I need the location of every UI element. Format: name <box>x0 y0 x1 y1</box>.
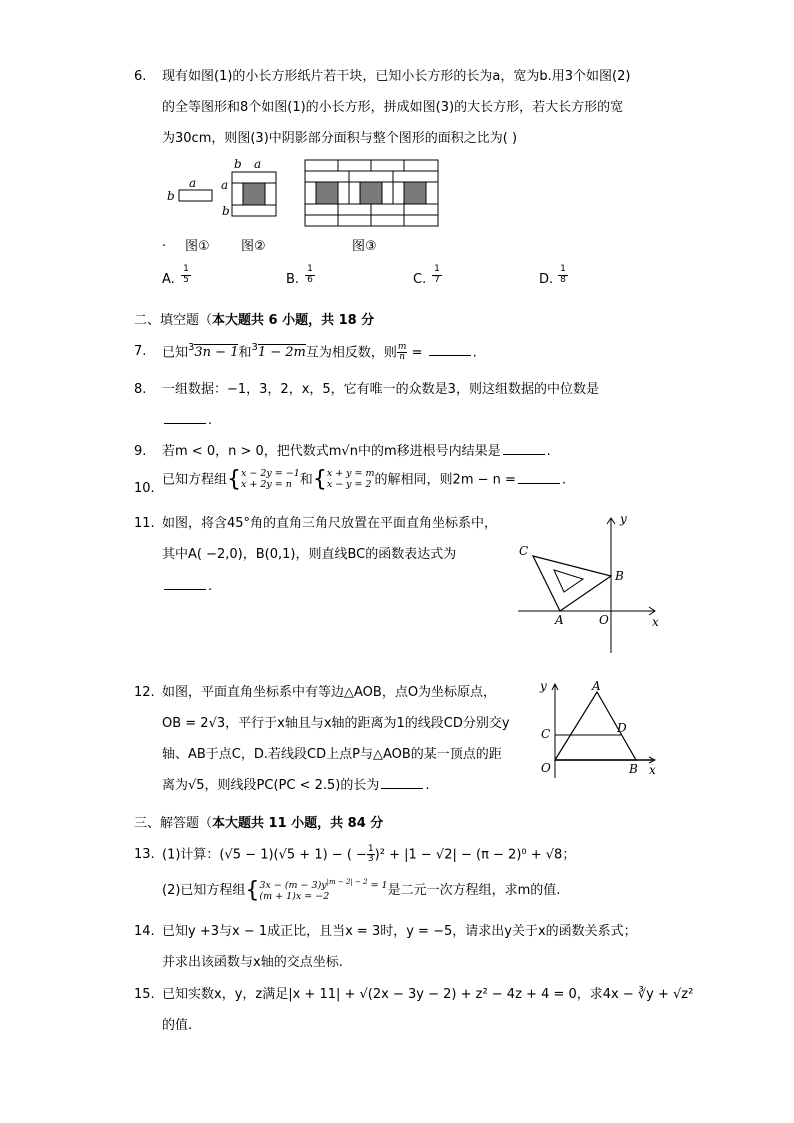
q12-figure <box>535 678 665 783</box>
q7-radicand1: 3n − 1 <box>194 345 239 361</box>
q9-end: . <box>546 444 551 459</box>
q9-text: 若m < 0，n > 0，把代数式m√n中的m移进根号内结果是 <box>162 444 501 459</box>
section3-title-body: 本大题共 11 小题，共 84 分 <box>212 816 384 831</box>
q8-answer-blank[interactable] <box>164 422 206 424</box>
q6-caption-fig3: 图③ <box>352 239 377 254</box>
q6-option-b-label: B. <box>286 272 300 287</box>
q10-number: 10. <box>134 481 155 496</box>
q11-triangle-inner <box>554 570 583 592</box>
q6-option-a-label: A. <box>162 272 175 287</box>
q10-system2: x + y = m x − y = 2 <box>326 468 375 490</box>
q14-line1: 已知y +3与x − 1成正比，且当x = 3时，y = −5，请求出y关于x的函数关系式； <box>162 924 637 939</box>
q10-mid: 和 <box>299 472 313 488</box>
q6-figure-3 <box>305 160 438 226</box>
q13-line1-part2: )² + |1 − √2| − (π − 2)⁰ + √8； <box>374 847 576 863</box>
q10-answer-blank[interactable] <box>518 482 560 484</box>
q7-pre: 已知 <box>162 345 189 361</box>
q11-label-b: B <box>615 569 624 583</box>
section2-title-body: 本大题共 6 小题，共 18 分 <box>212 313 375 328</box>
q12-line3: 轴、AB于点C，D.若线段CD上点P与△AOB的某一顶点的距 <box>162 747 502 762</box>
q7-radicand2: 1 − 2m <box>257 345 306 361</box>
q12-label-d: D <box>617 721 627 735</box>
q6-fig2-a-left: a <box>221 178 229 192</box>
q6-fig1-b: b <box>167 189 175 203</box>
q13-line2-post: 是二元一次方程组，求m的值. <box>387 883 561 898</box>
q12-line2: OB = 2√3，平行于x轴且与x轴的距离为1的线段CD分别交y <box>162 716 510 731</box>
q6-option-c-value: 1 7 <box>432 265 442 286</box>
q11-line3 <box>162 580 212 593</box>
q11-label-a: A <box>555 613 564 627</box>
q11-label-x: x <box>652 615 659 629</box>
q13-line2: (2)已知方程组{ $3x - (m - 3)y^{|m - 2| - 2} = 1$ (m + 1)x = −2 是二元一次方程组，求m的值. <box>162 877 561 903</box>
section3-title-prefix: 三、解答题（ <box>134 816 213 831</box>
q12-number: 12. <box>134 685 155 700</box>
q9-number: 9. <box>134 444 147 459</box>
q11-triangle-outer <box>533 556 611 611</box>
q12-end: . <box>425 778 430 793</box>
q6-option-d-value: 1 8 <box>558 265 568 286</box>
q10-line: 已知方程组{ x − 2y = −1 x + 2y = n 和{ x + y = m x − y = 2 的解相同，则2m − n = . <box>162 467 567 492</box>
q6-caption-dot: . <box>162 235 167 250</box>
q9-answer-blank[interactable] <box>503 453 545 455</box>
q8-number: 8. <box>134 382 147 397</box>
q6-caption-fig1: 图① <box>185 239 210 254</box>
q12-label-y: y <box>540 679 547 693</box>
q10-system1: x − 2y = −1 x + 2y = n <box>241 468 300 490</box>
q6-number: 6. <box>134 69 147 84</box>
q12-label-a: A <box>592 679 601 693</box>
q9-line <box>162 445 551 458</box>
q7-eq: = <box>407 345 427 361</box>
q14-line2: 并求出该函数与x轴的交点坐标. <box>162 955 343 970</box>
q11-figure <box>510 508 670 653</box>
q11-answer-blank[interactable] <box>164 588 206 590</box>
q6-option-d-label: D. <box>539 272 554 287</box>
q12-label-c: C <box>541 727 551 741</box>
q6-fig1-a: a <box>189 176 197 190</box>
q6-fig2-b-left: b <box>222 204 230 218</box>
q12-line4-wrap <box>162 779 430 792</box>
section2-title-prefix: 二、填空题（ <box>134 313 213 328</box>
q12-line1: 如图，平面直角坐标系中有等边△AOB，点O为坐标原点， <box>162 685 497 700</box>
q7-post: 互为相反数，则 <box>305 345 397 361</box>
q6-option-a-value: 1 5 <box>181 265 191 286</box>
q10-post: 的解相同，则2m − n = <box>374 472 516 488</box>
q6-fig2-a-top: a <box>254 157 262 171</box>
q15-line1: 已知实数x，y，z满足|x + 11| + √(2x − 3y − 2) + z² − 4z + 4 = 0，求4x − ∛y + √z² <box>162 987 694 1002</box>
q7-fraction: $\frac{m}{n}$ <box>397 342 407 363</box>
q6-option-b-value: 1 6 <box>305 265 315 286</box>
q6-line1: 现有如图(1)的小长方形纸片若干块，已知小长方形的长为a，宽为b.用3个如图(2) <box>162 69 631 84</box>
q13-number: 13. <box>134 847 155 862</box>
q10-pre: 已知方程组 <box>162 472 228 488</box>
q7-mid: 和 <box>238 345 252 361</box>
q13-line2-pre: (2)已知方程组 <box>162 883 246 898</box>
q7-root1: 3 <box>188 342 195 353</box>
q12-label-b: B <box>629 762 638 776</box>
q13-fraction: $\frac{1}{3}$ <box>367 844 374 865</box>
q7-root2: 3 <box>251 342 258 353</box>
q6-caption-fig2: 图② <box>241 239 266 254</box>
q13-line1 <box>162 845 575 865</box>
q12-label-x: x <box>649 763 656 777</box>
q10-end: . <box>561 472 567 488</box>
section-fill-in-title <box>134 309 374 328</box>
q11-end: . <box>208 579 213 594</box>
q11-number: 11. <box>134 516 155 531</box>
q11-label-c: C <box>519 544 529 558</box>
q7-number: 7. <box>134 344 147 359</box>
q6-option-c-label: C. <box>413 272 427 287</box>
q8-end: . <box>208 413 213 428</box>
q11-label-o: O <box>599 613 609 627</box>
q6-fig2-b-top: b <box>234 157 242 171</box>
section-solve-title <box>134 812 383 831</box>
q6-line2: 的全等图形和8个如图(1)的小长方形，拼成如图(3)的大长方形，若大长方形的宽 <box>162 100 624 115</box>
q7-end: . <box>472 345 477 361</box>
q13-system: $3x - (m - 3)y^{|m - 2| - 2} = 1$ (m + 1)x = −2 <box>259 878 388 903</box>
q6-figure-2 <box>221 157 276 218</box>
q13-line1-part1: (1)计算：(√5 − 1)(√5 + 1) − ( − <box>162 847 367 863</box>
q6-line3: 为30cm，则图(3)中阴影部分面积与整个图形的面积之比为( ) <box>162 131 518 146</box>
q11-line1: 如图，将含45°角的直角三角尺放置在平面直角坐标系中， <box>162 516 498 531</box>
q12-line4: 离为√5，则线段PC(PC < 2.5)的长为 <box>162 778 380 793</box>
q8-line2 <box>162 414 212 427</box>
q11-line2: 其中A( −2,0)，B(0,1)，则直线BC的函数表达式为 <box>162 547 457 562</box>
q7-text <box>162 343 477 363</box>
q6-figure-1 <box>167 176 212 203</box>
q15-number: 15. <box>134 987 155 1002</box>
q12-label-o: O <box>541 761 551 775</box>
q15-line2: 的值. <box>162 1018 193 1033</box>
q11-label-y: y <box>620 512 627 526</box>
q8-line1: 一组数据：−1，3，2，x，5，它有唯一的众数是3，则这组数据的中位数是 <box>162 382 599 397</box>
q14-number: 14. <box>134 924 155 939</box>
q7-answer-blank[interactable] <box>429 354 471 356</box>
q6-figures <box>160 155 450 235</box>
q12-answer-blank[interactable] <box>381 787 423 789</box>
